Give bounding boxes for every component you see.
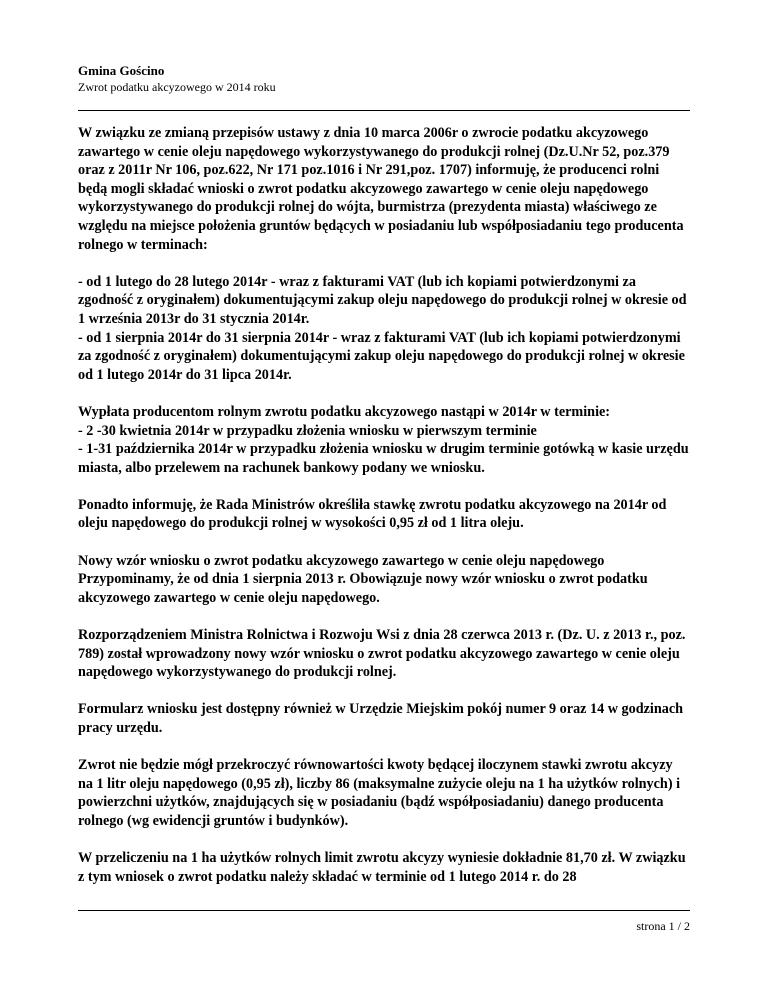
header-divider bbox=[78, 110, 690, 111]
document-body bbox=[78, 124, 690, 886]
document-subtitle: Zwrot podatku akcyzowego w 2014 roku bbox=[78, 80, 276, 94]
paragraph-deadlines: - od 1 lutego do 28 lutego 2014r - wraz z fakturami VAT (lub ich kopiami potwierdzonymi za zgodność z oryginałem) dokumentującymi zakup oleju napędowego do produkcji rolnej w okresie od 1 września 2013r do 31 stycznia 2014r. - od 1 sierpnia 2014r do 31 sierpnia 2014r - wraz z fakturami VAT (lub ich kopiami potwierdzonymi za zgodność z oryginałem) dokumentującymi zakup oleju napędowego do produkcji rolnej w okresie od 1 lutego 2014r do 31 lipca 2014r. bbox=[78, 273, 687, 383]
paragraph-limit: Zwrot nie będzie mógł przekroczyć równowartości kwoty będącej iloczynem stawki zwrotu akcyzy na 1 litr oleju napędowego (0,95 zł), liczby 86 (maksymalne zużycie oleju na 1 ha użytków rolnych) i powierzchni użytków, znajdujących się w posiadaniu (bądź współposiadaniu) danego producenta rolnego (wg ewidencji gruntów i budynków). bbox=[78, 757, 681, 829]
paragraph-per-hectare: W przeliczeniu na 1 ha użytków rolnych limit zwrotu akcyzy wyniesie dokładnie 81,70 zł. W związku z tym wniosek o zwrot podatku należy składać w terminie od 1 lutego 2014 r. do 28 bbox=[78, 850, 686, 885]
document-header bbox=[78, 62, 690, 95]
paragraph-intro: W związku ze zmianą przepisów ustawy z dnia 10 marca 2006r o zwrocie podatku akcyzowego zawartego w cenie oleju napędowego wykorzystywanego do produkcji rolnej (Dz.U.Nr 52, poz.379 oraz z 2011r Nr 106, poz.622, Nr 171 poz.1016 i Nr 291,poz. 1707) informuję, że producenci rolni będą mogli składać wnioski o zwrot podatku akcyzowego zawartego w cenie oleju napędowego wykorzystywanego do produkcji rolnej do wójta, burmistrza (prezydenta miasta) właściwego ze względu na miejsce położenia gruntów będących w posiadaniu lub współposiadaniu tego producenta rolnego w terminach: bbox=[78, 125, 684, 253]
paragraph-new-form: Nowy wzór wniosku o zwrot podatku akcyzowego zawartego w cenie oleju napędowego Przypominamy, że od dnia 1 sierpnia 2013 r. Obowiązuje nowy wzór wniosku o zwrot podatku akcyzowego zawartego w cenie oleju napędowego. bbox=[78, 552, 648, 606]
paragraph-payment: Wypłata producentom rolnym zwrotu podatku akcyzowego nastąpi w 2014r w terminie: - 2 -30 kwietnia 2014r w przypadku złożenia wniosku w pierwszym terminie - 1-31 października 2014r w przypadku złożenia wniosku w drugim terminie gotówką w kasie urzędu miasta, albo przelewem na rachunek bankowy podany we wniosku. bbox=[78, 403, 689, 476]
footer-divider bbox=[78, 910, 690, 911]
page-number: strona 1 / 2 bbox=[636, 919, 690, 933]
paragraph-availability: Formularz wniosku jest dostępny również w Urzędzie Miejskim pokój numer 9 oraz 14 w godzinach pracy urzędu. bbox=[78, 701, 684, 736]
organization-name: Gmina Gościno bbox=[78, 63, 165, 78]
paragraph-regulation: Rozporządzeniem Ministra Rolnictwa i Rozwoju Wsi z dnia 28 czerwca 2013 r. (Dz. U. z 2013 r., poz. 789) został wprowadzony nowy wzór wniosku o zwrot podatku akcyzowego zawartego w cenie oleju napędowego wykorzystywanego do produkcji rolnej. bbox=[78, 627, 686, 681]
paragraph-rate: Ponadto informuję, że Rada Ministrów określiła stawkę zwrotu podatku akcyzowego na 2014r od oleju napędowego do produkcji rolnej w wysokości 0,95 zł od 1 litra oleju. bbox=[78, 496, 667, 532]
